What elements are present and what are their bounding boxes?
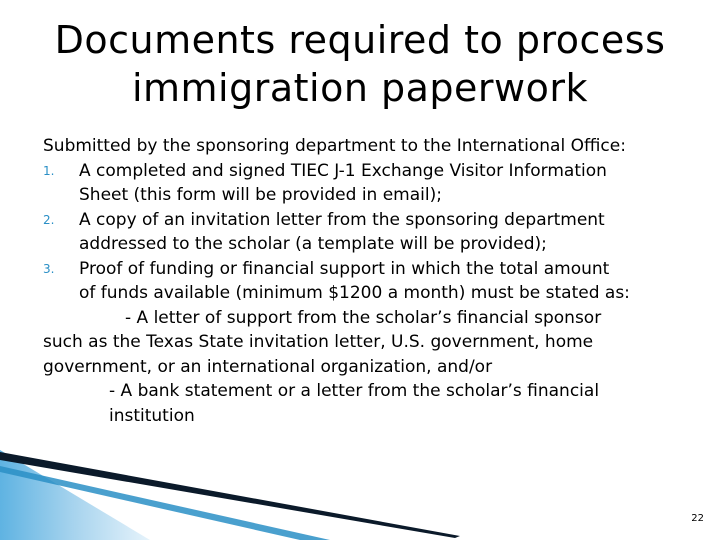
sub-item-1-line-2: such as the Texas State invitation letter, U.S. government, home xyxy=(43,332,594,352)
decorative-swoosh xyxy=(0,450,460,540)
list-item-1-line-2: Sheet (this form will be provided in email); xyxy=(79,185,442,205)
slide-body xyxy=(43,134,703,428)
page-number: 22 xyxy=(691,513,704,524)
list-number-1: 1. xyxy=(43,163,55,178)
list-item-2-line-1: A copy of an invitation letter from the sponsoring department xyxy=(79,209,605,230)
sub-item-2-line-1: - A bank statement or a letter from the scholar’s financial xyxy=(109,381,600,401)
slide-title-line-2: immigration paperwork xyxy=(131,66,589,110)
slide-title-line-1: Documents required to process xyxy=(54,18,666,62)
list-item-3 xyxy=(43,257,703,306)
list-item-1-line-1: A completed and signed TIEC J-1 Exchange Visitor Information xyxy=(79,160,607,181)
sub-item-2-line-2: institution xyxy=(109,405,195,426)
list-item-2 xyxy=(43,208,703,257)
list-item-2-line-2: addressed to the scholar (a template will be provided); xyxy=(79,234,547,254)
sub-item-1-line-1: - A letter of support from the scholar’s financial sponsor xyxy=(125,307,602,328)
list-item-1 xyxy=(43,159,703,208)
sub-item-1-line-3: government, or an international organization, and/or xyxy=(43,356,493,377)
list-item-3-line-2: of funds available (minimum $1200 a month) must be stated as: xyxy=(79,283,630,303)
list-item-3-line-1: Proof of funding or financial support in which the total amount xyxy=(79,258,610,279)
list-number-2: 2. xyxy=(43,212,55,227)
intro-text: Submitted by the sponsoring department to the International Office: xyxy=(43,136,626,156)
list-number-3: 3. xyxy=(43,261,55,276)
slide-title xyxy=(0,16,720,112)
